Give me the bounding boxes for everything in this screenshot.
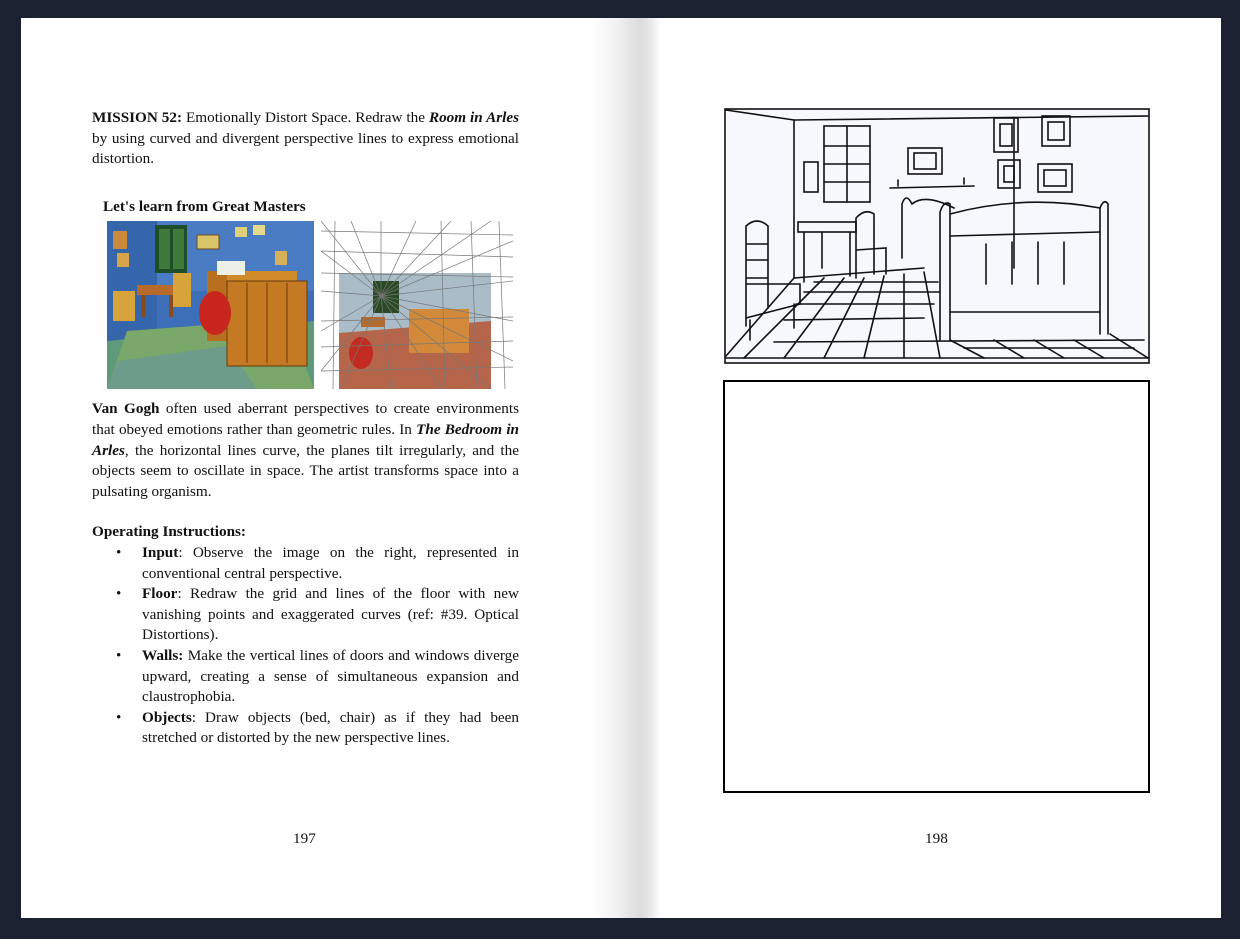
book-spread [21,18,1221,918]
instruction-label: Input [142,543,179,561]
mission-text-1: Emotionally Distort Space. Redraw the [182,109,429,126]
vangogh-name: Van Gogh [92,400,160,418]
bullet: • [116,708,122,726]
bullet: • [116,543,122,561]
instruction-label: Walls: [142,646,184,664]
left-page-content [92,108,519,749]
mission-paragraph [92,108,519,170]
vangogh-text-2: , the horizontal lines curve, the planes tilt irregularly, and the objects seem to oscillate in space. The artist transforms space into a pulsating organism. [92,441,519,500]
bedroom-title: The Bedroom in Arles [92,420,519,459]
masters-title: Let's learn from Great Masters [103,197,306,215]
operating-instructions-title: Operating Instructions: [92,523,246,541]
instruction-text: Draw objects (bed, chair) as if they had been stretched or distorted by the new perspective lines. [142,708,519,747]
page-number-left: 197 [293,830,316,847]
bedroom-line-drawing [724,108,1150,364]
instruction-sep: : [191,708,197,726]
instruction-sep: : [178,543,183,561]
vangogh-paragraph [92,399,519,502]
masters-images [107,221,519,391]
perspective-grid-image [321,221,513,389]
instruction-text: Redraw the grid and lines of the floor with new vanishing points and exaggerated curves (ref: #39. Optical Distortions). [142,585,519,644]
instruction-label: Objects [142,708,192,726]
page-number-right: 198 [925,830,948,847]
vangogh-text-1: often used aberrant perspectives to create environments that obeyed emotions rather than geometric rules. In [92,400,520,438]
instruction-text: Make the vertical lines of doors and windows diverge upward, creating a sense of simultaneous expansion and claustrophobia. [142,646,519,706]
instruction-text: Observe the image on the right, represented in conventional central perspective. [142,543,519,582]
book-gutter [591,18,661,918]
bedroom-painting-image [107,221,314,389]
instruction-floor [92,584,519,646]
bullet: • [116,585,122,603]
mission-text-2: by using curved and divergent perspective lines to express emotional distortion. [92,129,519,168]
instruction-sep: : [177,585,182,603]
instruction-label: Floor [142,585,178,603]
instruction-objects [92,708,519,749]
drawing-area[interactable] [723,380,1150,793]
mission-label: MISSION 52: [92,109,183,126]
instruction-input [92,543,519,584]
bullet: • [116,646,122,664]
mission-room-title: Room in Arles [428,109,520,126]
instruction-walls [92,646,519,708]
instructions-list [92,543,519,749]
